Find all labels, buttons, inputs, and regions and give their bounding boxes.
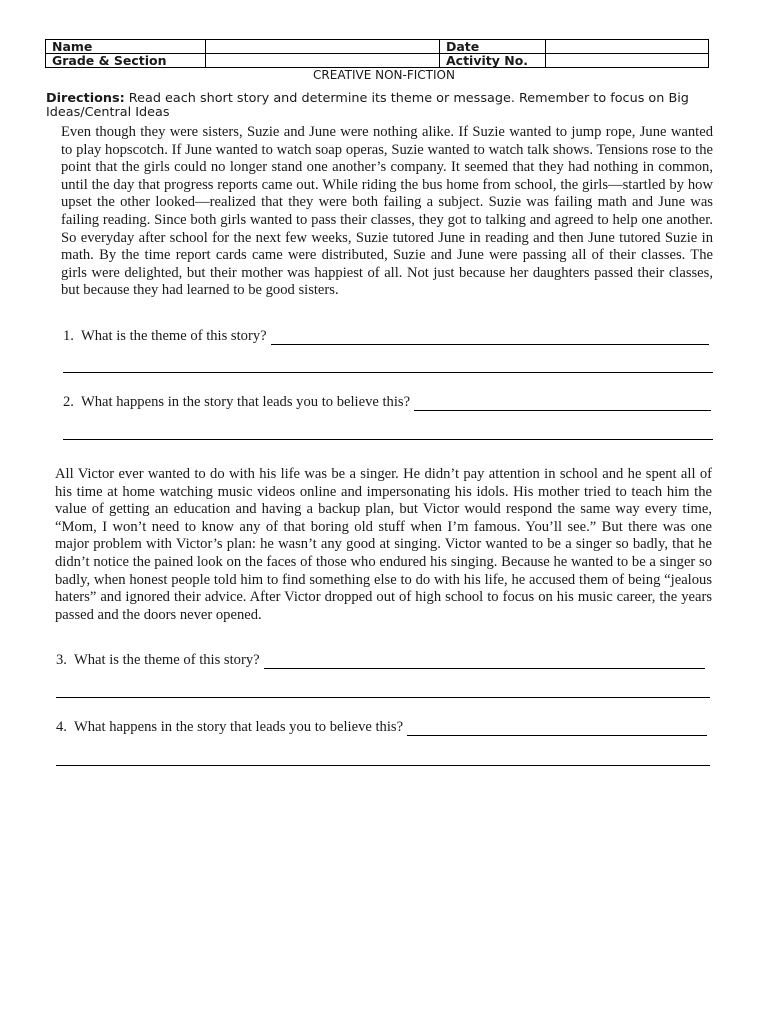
question-3-text: 3. What is the theme of this story? — [56, 652, 260, 668]
answer-2-line-2[interactable] — [63, 439, 713, 440]
answer-3-line[interactable] — [264, 654, 705, 669]
answer-4-line-2[interactable] — [56, 765, 710, 766]
story-2: All Victor ever wanted to do with his life was be a singer. He didn’t pay attention in school and he spent all of his time at home watching music videos online and impersonating his idols. His mother tried to teach him the value of getting an education and having a backup plan, but Victor would respond the same way every time, “Mom, I won’t need to know any of that boring old stuff when I’m famous. You’ll see.” But there was one major problem with Victor’s plan: he wasn’t any good at singing. Victor wanted to be a singer so badly, that he didn’t notice the pained look on the faces of those who endured his singing. Because he wanted to be a singer so badly, when honest people told him to find something else to do with his life, he accused them of being “jealous haters” and ignored their advice. After Victor dropped out of high school to focus on his music career, the years passed and the doors never opened. — [55, 466, 712, 623]
question-2-text: 2. What happens in the story that leads you to believe this? — [63, 394, 411, 410]
question-1 — [63, 327, 709, 345]
question-4-text: 4. What happens in the story that leads you to believe this? — [56, 719, 404, 735]
answer-2-line[interactable] — [414, 396, 711, 411]
activity-no-label: Activity No. — [440, 54, 546, 68]
page-title: CREATIVE NON-FICTION — [313, 68, 455, 82]
name-field[interactable] — [206, 40, 440, 54]
directions-label: Directions: — [46, 91, 125, 106]
answer-3-line-2[interactable] — [56, 697, 710, 698]
header-row-1 — [46, 40, 709, 54]
answer-1-line[interactable] — [271, 330, 709, 345]
question-4 — [56, 718, 707, 736]
date-field[interactable] — [546, 40, 709, 54]
date-label: Date — [440, 40, 546, 54]
story-1: Even though they were sisters, Suzie and June were nothing alike. If Suzie wanted to jump rope, June wanted to play hopscotch. If June wanted to watch soap operas, Suzie wanted to watch talk shows. Tensions rose to the point that the girls could no longer stand one another’s company. It seemed that they had nothing in common, until the day that progress reports came out. While riding the bus home from school, the girls—startled by how upset the other looked—realized that they were both failing a subject. Suzie was failing math and June was failing reading. Since both girls wanted to pass their classes, they got to talking and agreed to help one another. So everyday after school for the next few weeks, Suzie tutored June in reading and then June tutored Suzie in math. By the time report cards came were distributed, Suzie and June were passing all of their classes. The girls were delighted, but their mother was happiest of all. Not just because her daughters passed their classes, but because they had learned to be good sisters. — [61, 124, 713, 299]
question-1-text: 1. What is the theme of this story? — [63, 328, 267, 344]
grade-section-field[interactable] — [206, 54, 440, 68]
activity-no-field[interactable] — [546, 54, 709, 68]
directions — [46, 92, 722, 120]
answer-1-line-2[interactable] — [63, 372, 713, 373]
header-table — [45, 39, 709, 68]
answer-4-line[interactable] — [407, 721, 707, 736]
directions-text: Read each short story and determine its theme or message. Remember to focus on Big Ideas/Central Ideas — [46, 91, 689, 120]
header-row-2 — [46, 54, 709, 68]
question-2 — [63, 393, 711, 411]
grade-section-label: Grade & Section — [46, 54, 206, 68]
name-label: Name — [46, 40, 206, 54]
question-3 — [56, 651, 705, 669]
